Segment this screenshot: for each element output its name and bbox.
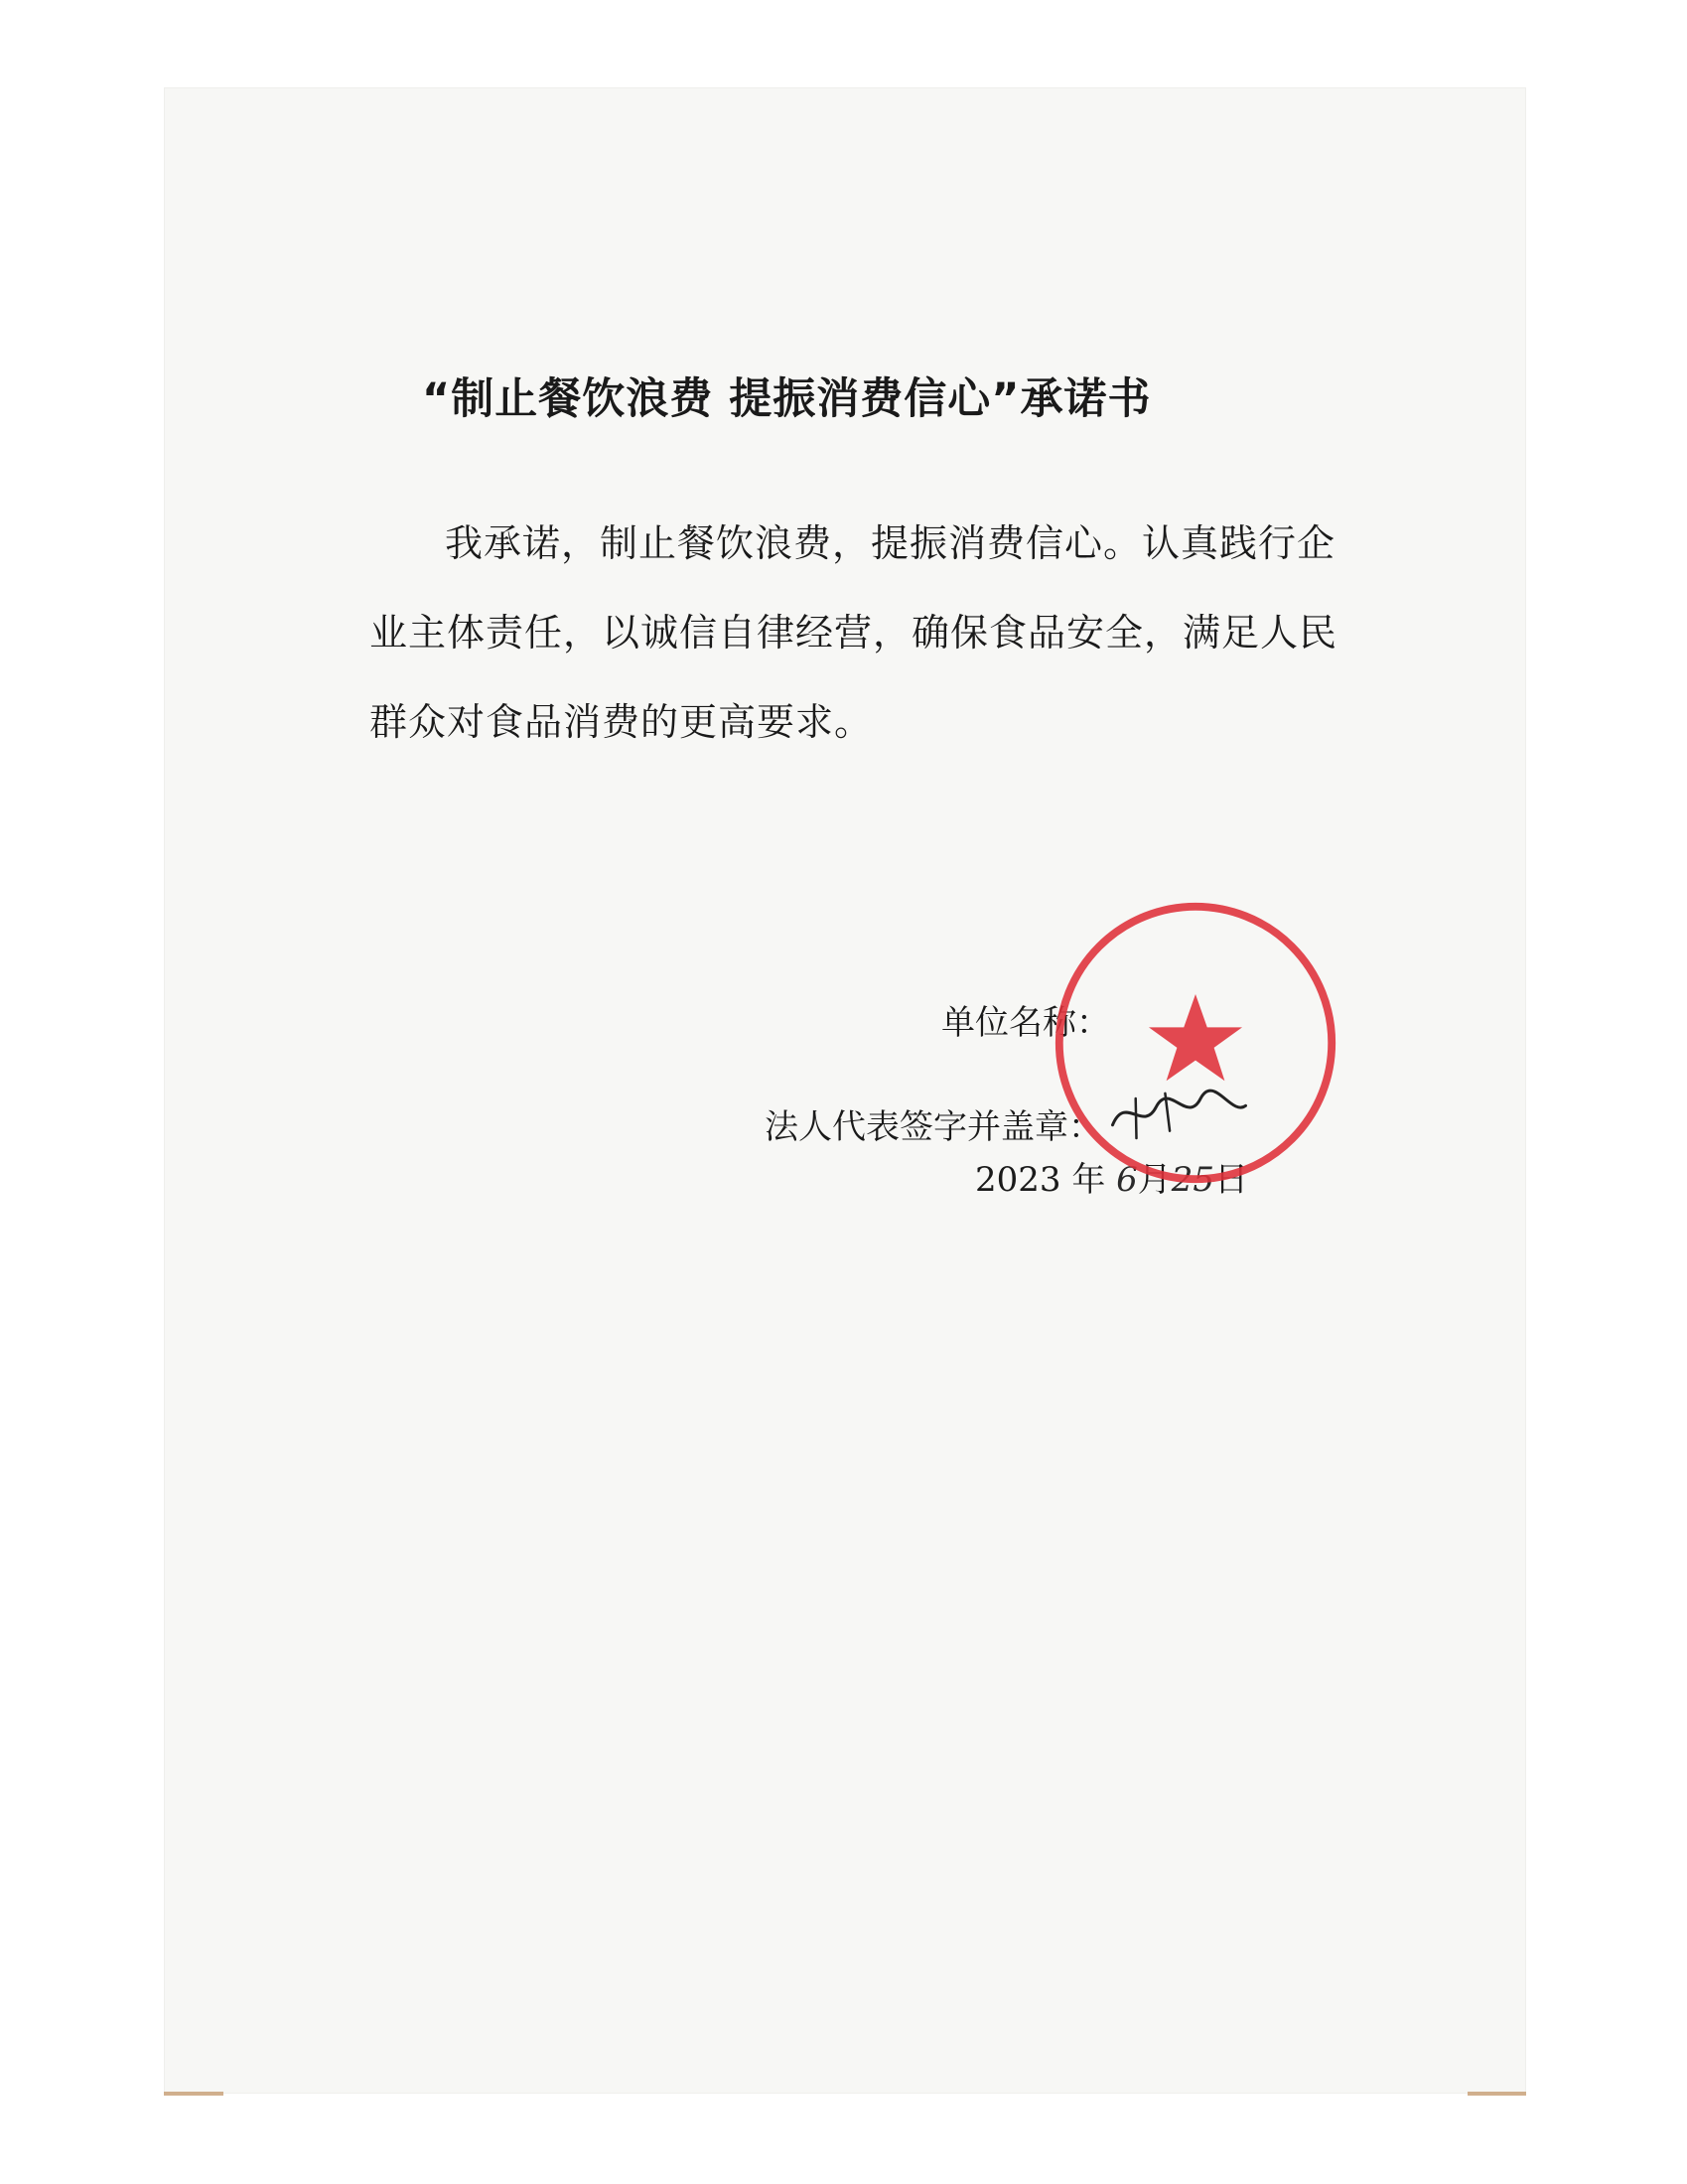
- unit-name-label: 单位名称：: [941, 1003, 1110, 1043]
- date-month-label: 月: [1137, 1160, 1172, 1200]
- date-day: 25: [1171, 1160, 1215, 1200]
- signature-scribble-icon: [1105, 1076, 1253, 1145]
- paper-edge-right: [1468, 2092, 1526, 2096]
- pledge-body: 我承诺，制止餐饮浪费，提振消费信心。认真践行企业主体责任，以诚信自律经营，确保食品安全，满足人民群众对食品消费的更高要求。: [369, 521, 1338, 744]
- date-month: 6: [1116, 1160, 1138, 1200]
- date-year-label: 年: [1060, 1160, 1117, 1200]
- document-title: “制止餐饮浪费 提振消费信心”承诺书: [422, 374, 1152, 424]
- date-day-label: 日: [1214, 1160, 1249, 1200]
- handwritten-signature: [1105, 1076, 1254, 1155]
- paper-edge-left: [164, 2092, 223, 2096]
- date-year: 2023: [975, 1160, 1061, 1200]
- signature-label: 法人代表签字并盖章：: [765, 1107, 1102, 1147]
